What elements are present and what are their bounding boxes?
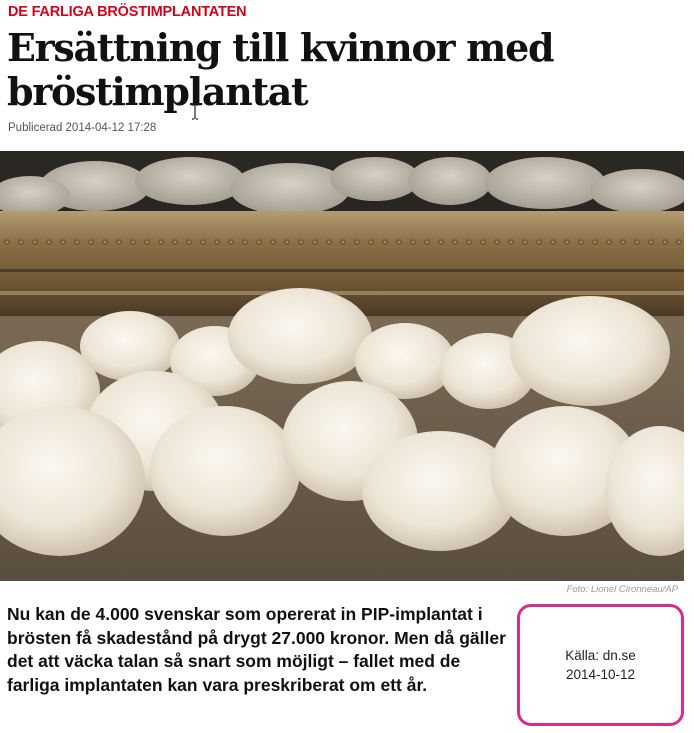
source-date: 2014-10-12 (565, 667, 636, 682)
lead-paragraph: Nu kan de 4.000 svenskar som opererat in PIP-implantat i brösten få skadestånd på drygt 27.000 kronor. Men då gäller det att väcka talan så snart som möjligt – fallet med de farliga implantaten kan vara preskriberat om ett år. (7, 604, 506, 695)
article-photo[interactable] (0, 151, 684, 581)
text-cursor-icon (191, 104, 199, 120)
published-date: Publicerad 2014-04-12 17:28 (8, 122, 157, 134)
source-label: Källa: dn.se (565, 648, 636, 663)
kicker[interactable]: DE FARLIGA BRÖSTIMPLANTATEN (8, 4, 247, 20)
photo-credit: Foto: Lionel Cironneau/AP (566, 584, 678, 595)
source-box (517, 604, 684, 726)
headline: Ersättning till kvinnor med bröstimplantat (7, 25, 554, 114)
